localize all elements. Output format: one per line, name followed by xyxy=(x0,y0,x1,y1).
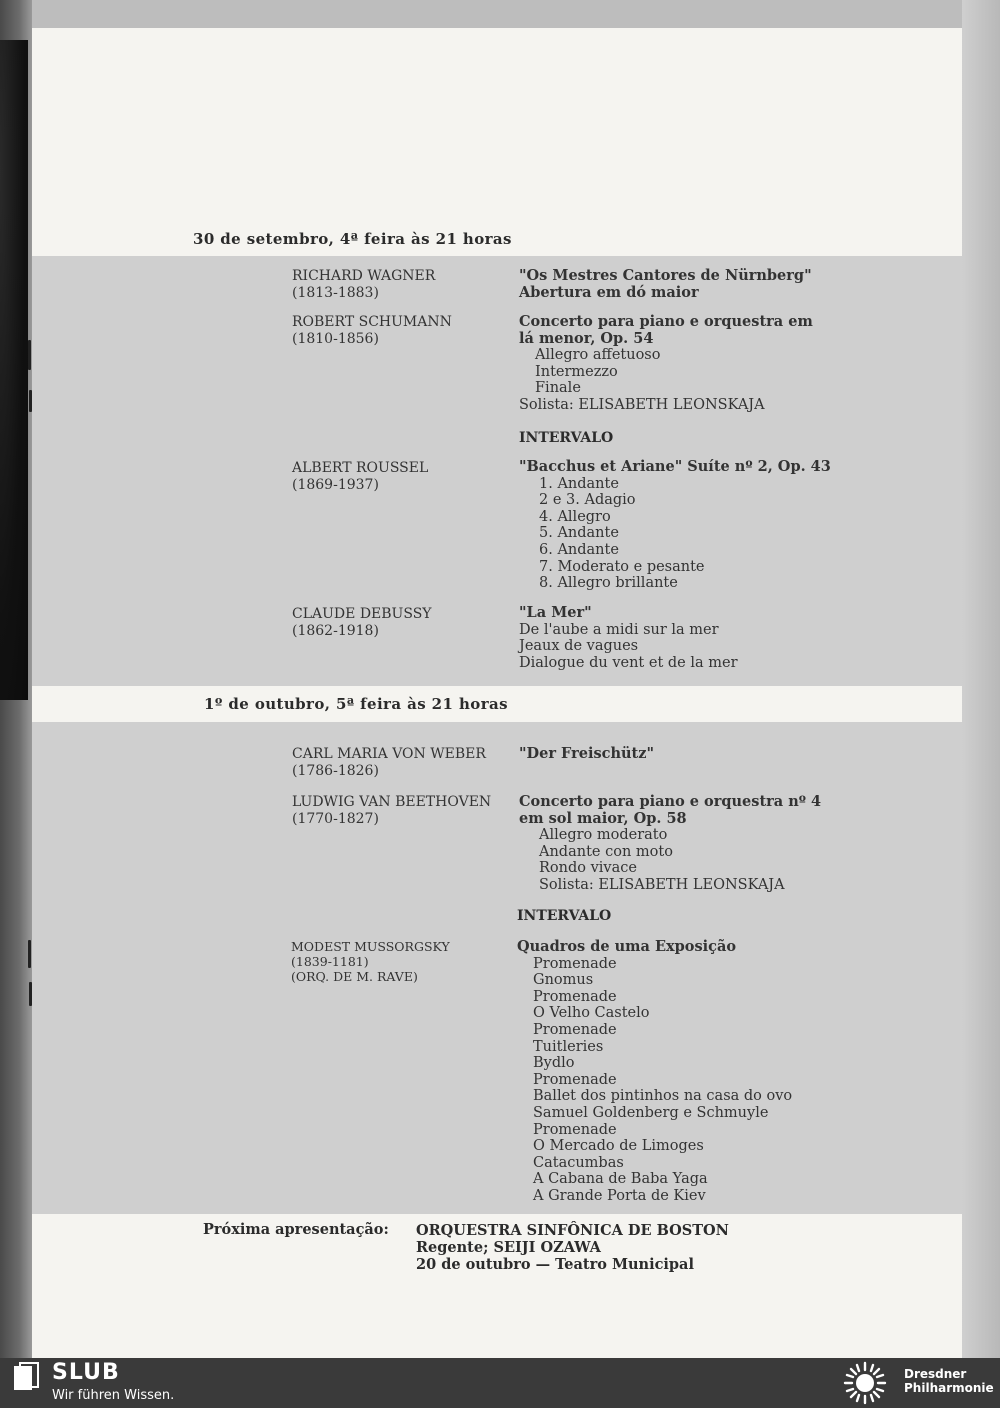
work-title: "Bacchus et Ariane" Suíte nº 2, Op. 43 xyxy=(519,458,831,475)
work-weber xyxy=(519,746,654,763)
movement: Promenade xyxy=(533,955,617,972)
composer-name: CLAUDE DEBUSSY xyxy=(292,606,432,622)
movement: 6. Andante xyxy=(539,541,619,558)
work-title: lá menor, Op. 54 xyxy=(519,329,654,347)
composer-years: (1770-1827) xyxy=(292,811,379,827)
movement: 5. Andante xyxy=(539,525,619,542)
next-presentation-label: Próxima apresentação: xyxy=(203,1221,389,1238)
movement: Gnomus xyxy=(533,972,594,989)
movement: Promenade xyxy=(533,1071,617,1088)
concert2-program-band xyxy=(32,722,962,1214)
scan-background-right xyxy=(962,0,1000,1358)
composer-years: (1862-1918) xyxy=(292,623,379,639)
composer-mussorgsky xyxy=(291,939,450,984)
staple-mark xyxy=(28,940,31,968)
movement: Jeaux de vagues xyxy=(519,638,639,655)
next-orchestra: ORQUESTRA SINFÔNICA DE BOSTON xyxy=(416,1222,729,1239)
composer-debussy xyxy=(292,606,432,640)
composer-years: (1839-1181) xyxy=(291,954,369,969)
next-conductor: Regente; SEIJI OZAWA xyxy=(416,1239,601,1256)
movement: Finale xyxy=(535,380,581,397)
movement: 8. Allegro brillante xyxy=(539,575,678,592)
work-title: Quadros de uma Exposição xyxy=(517,938,737,955)
composer-name: MODEST MUSSORGSKY xyxy=(291,939,450,954)
movement: 1. Andante xyxy=(539,475,619,492)
movement: Tuitleries xyxy=(533,1038,604,1055)
composer-name: LUDWIG VAN BEETHOVEN xyxy=(292,794,492,810)
movement: Allegro moderato xyxy=(539,827,668,844)
movement: A Cabana de Baba Yaga xyxy=(533,1171,708,1188)
work-title: Abertura em dó maior xyxy=(519,283,699,301)
staple-mark xyxy=(28,340,31,370)
work-roussel xyxy=(519,459,831,592)
work-title: Concerto para piano e orquestra em xyxy=(519,313,813,330)
concert2-date: 1º de outubro, 5ª feira às 21 horas xyxy=(204,695,508,713)
movement: Andante con moto xyxy=(539,843,673,860)
concert1-date: 30 de setembro, 4ª feira às 21 horas xyxy=(193,230,512,248)
work-schumann xyxy=(519,314,813,414)
movement: Bydlo xyxy=(533,1055,575,1072)
movement: Ballet dos pintinhos na casa do ovo xyxy=(533,1088,793,1105)
movement: De l'aube a midi sur la mer xyxy=(519,621,719,638)
movement: Samuel Goldenberg e Schmuyle xyxy=(533,1104,769,1121)
work-title: em sol maior, Op. 58 xyxy=(519,809,687,827)
movement: 7. Moderato e pesante xyxy=(539,558,705,575)
facing-page-photo-edge xyxy=(0,40,28,700)
soloist: Solista: ELISABETH LEONSKAJA xyxy=(539,876,785,893)
movement: Rondo vivace xyxy=(539,860,637,877)
movement: Dialogue du vent et de la mer xyxy=(519,654,738,671)
work-debussy xyxy=(519,605,738,671)
composer-name: ALBERT ROUSSEL xyxy=(292,460,429,476)
work-beethoven xyxy=(519,794,821,894)
composer-schumann xyxy=(292,314,452,348)
library-name[interactable]: SLUB xyxy=(52,1360,120,1385)
movement: Allegro affetuoso xyxy=(535,347,661,364)
slub-logo-icon[interactable] xyxy=(12,1362,40,1392)
composer-beethoven xyxy=(292,794,491,828)
interval-label: INTERVALO xyxy=(519,430,614,446)
movement: 4. Allegro xyxy=(539,508,611,525)
partner-name[interactable] xyxy=(904,1367,994,1395)
interval-label: INTERVALO xyxy=(517,908,612,924)
work-title: "Der Freischütz" xyxy=(519,745,655,762)
next-date-venue: 20 de outubro — Teatro Municipal xyxy=(416,1256,694,1273)
composer-years: (1869-1937) xyxy=(292,477,379,493)
composer-roussel xyxy=(292,460,428,494)
movement: O Velho Castelo xyxy=(533,1005,650,1022)
composer-name: CARL MARIA VON WEBER xyxy=(292,746,486,762)
library-tagline: Wir führen Wissen. xyxy=(52,1388,175,1403)
composer-weber xyxy=(292,746,486,780)
work-wagner xyxy=(519,268,812,301)
movement: O Mercado de Limoges xyxy=(533,1138,704,1155)
work-title: "Os Mestres Cantores de Nürnberg" xyxy=(519,267,812,284)
movement: Catacumbas xyxy=(533,1154,624,1171)
composer-wagner xyxy=(292,268,435,302)
partner-name-line1: Dresdner xyxy=(904,1367,967,1381)
next-presentation-details xyxy=(416,1222,729,1273)
work-title: Concerto para piano e orquestra nº 4 xyxy=(519,793,822,810)
composer-years: (1786-1826) xyxy=(292,763,379,779)
work-mussorgsky xyxy=(517,939,792,1205)
soloist: Solista: ELISABETH LEONSKAJA xyxy=(519,396,765,413)
movement: Promenade xyxy=(533,1021,617,1038)
composer-name: ROBERT SCHUMANN xyxy=(292,314,452,330)
movement: A Grande Porta de Kiev xyxy=(533,1187,706,1204)
movement: Promenade xyxy=(533,988,617,1005)
movement: Promenade xyxy=(533,1121,617,1138)
orchestration-note: (ORQ. DE M. RAVE) xyxy=(291,969,418,984)
composer-years: (1810-1856) xyxy=(292,331,379,347)
movement: 2 e 3. Adagio xyxy=(539,492,636,509)
movement: Intermezzo xyxy=(535,363,618,380)
composer-name: RICHARD WAGNER xyxy=(292,268,436,284)
composer-years: (1813-1883) xyxy=(292,285,379,301)
viewer-footer-bar xyxy=(0,1358,1000,1408)
work-title: "La Mer" xyxy=(519,604,592,621)
partner-name-line2: Philharmonie xyxy=(904,1381,994,1395)
dresdner-philharmonie-logo-icon[interactable] xyxy=(842,1361,888,1405)
